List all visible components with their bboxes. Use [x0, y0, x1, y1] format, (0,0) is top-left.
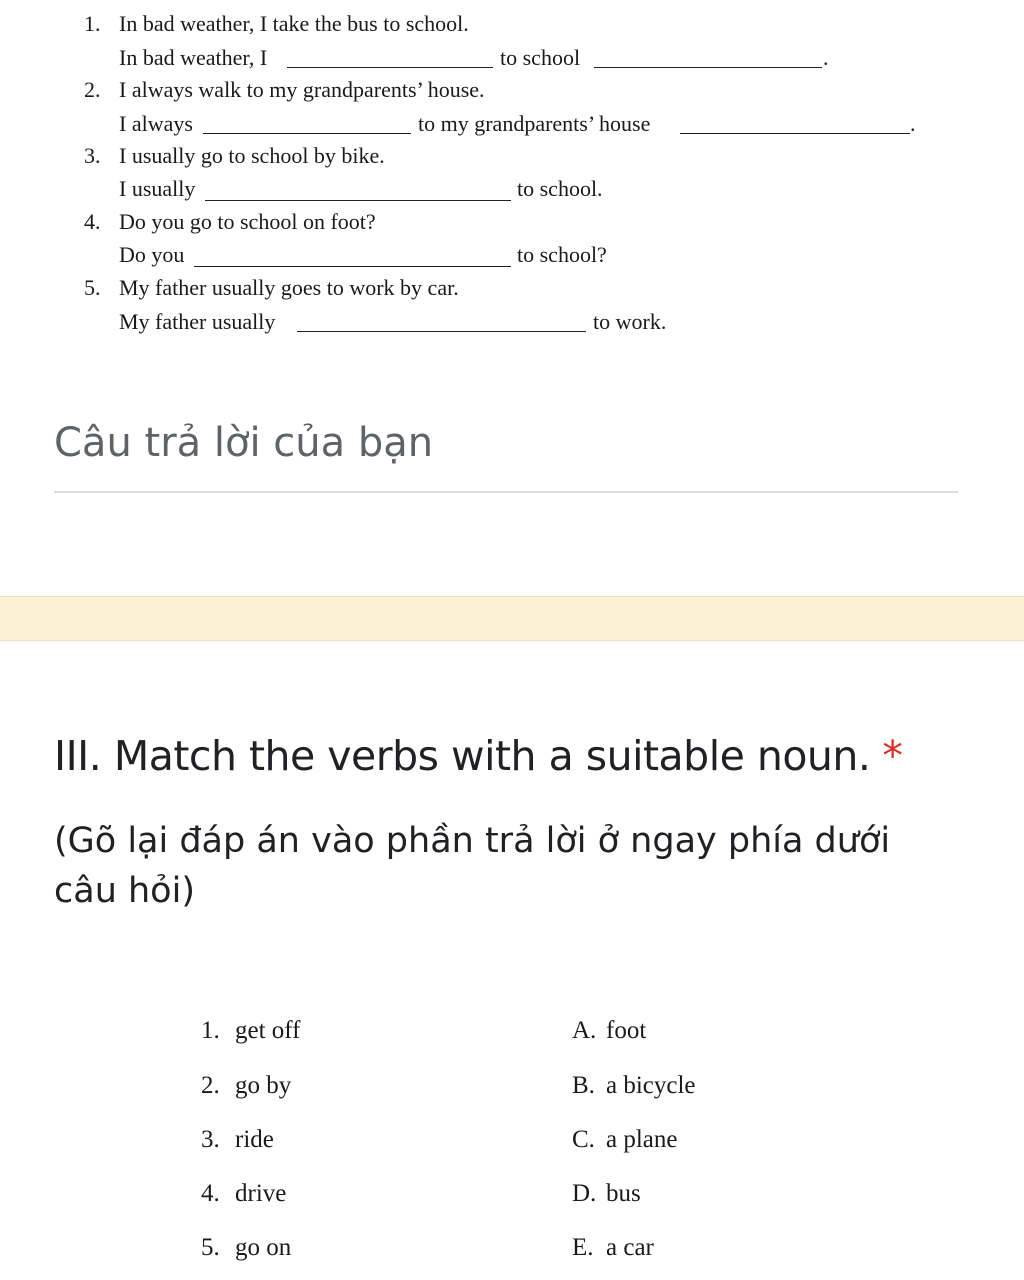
match-verb: drive — [235, 1180, 287, 1207]
match-verb: go by — [235, 1072, 292, 1099]
match-letter: E. — [572, 1234, 594, 1261]
blank-line — [680, 133, 910, 134]
match-letter: B. — [572, 1072, 595, 1099]
match-noun: foot — [606, 1017, 647, 1044]
rewrite-end: . — [910, 111, 916, 136]
match-letter: C. — [572, 1126, 595, 1153]
item-sentence: I usually go to school by bike. — [119, 143, 385, 168]
blank-line — [203, 133, 411, 134]
blank-line — [205, 200, 511, 201]
question-title-text: III. Match the verbs with a suitable noun. — [54, 732, 871, 780]
match-number: 5. — [201, 1234, 220, 1261]
rewrite-middle: to school. — [517, 176, 603, 201]
match-noun: a plane — [606, 1126, 678, 1153]
match-verb: go on — [235, 1234, 292, 1261]
item-sentence: My father usually goes to work by car. — [119, 275, 459, 300]
item-sentence: I always walk to my grandparents’ house. — [119, 77, 485, 102]
match-letter: D. — [572, 1180, 597, 1207]
match-number: 4. — [201, 1180, 220, 1207]
rewrite-start: Do you — [119, 242, 185, 267]
match-letter: A. — [572, 1017, 597, 1044]
item-number: 5. — [84, 275, 101, 300]
item-number: 2. — [84, 77, 101, 102]
item-number: 1. — [84, 11, 101, 36]
match-number: 2. — [201, 1072, 220, 1099]
rewrite-middle: to school — [500, 45, 581, 70]
question-description: (Gõ lại đáp án vào phần trả lời ở ngay phía dưới câu hỏi) — [54, 821, 891, 911]
match-verb: ride — [235, 1126, 274, 1153]
item-number: 3. — [84, 143, 101, 168]
required-asterisk: * — [882, 732, 903, 780]
item-sentence: Do you go to school on foot? — [119, 209, 376, 234]
match-noun: bus — [606, 1180, 641, 1207]
rewrite-middle: to my grandparents’ house — [418, 111, 651, 136]
worksheet-image — [0, 0, 1024, 345]
blank-line — [297, 331, 586, 332]
rewrite-start: My father usually — [119, 309, 276, 334]
rewrite-start: I usually — [119, 176, 196, 201]
rewrite-middle: to school? — [517, 242, 607, 267]
question-title — [54, 732, 902, 780]
answer-input[interactable]: Câu trả lời của bạn — [54, 420, 434, 466]
blank-line — [194, 266, 511, 267]
rewrite-start: In bad weather, I — [119, 45, 268, 70]
match-number: 1. — [201, 1017, 220, 1044]
item-number: 4. — [84, 209, 101, 234]
blank-line — [594, 67, 822, 68]
item-sentence: In bad weather, I take the bus to school. — [119, 11, 469, 36]
match-noun: a car — [606, 1234, 654, 1261]
match-verb: get off — [235, 1017, 301, 1044]
rewrite-end: . — [823, 45, 829, 70]
match-number: 3. — [201, 1126, 220, 1153]
match-noun: a bicycle — [606, 1072, 696, 1099]
blank-line — [287, 67, 493, 68]
answer-input-underline — [54, 491, 958, 493]
rewrite-middle: to work. — [593, 309, 667, 334]
rewrite-start: I always — [119, 111, 193, 136]
section-separator — [0, 596, 1024, 641]
